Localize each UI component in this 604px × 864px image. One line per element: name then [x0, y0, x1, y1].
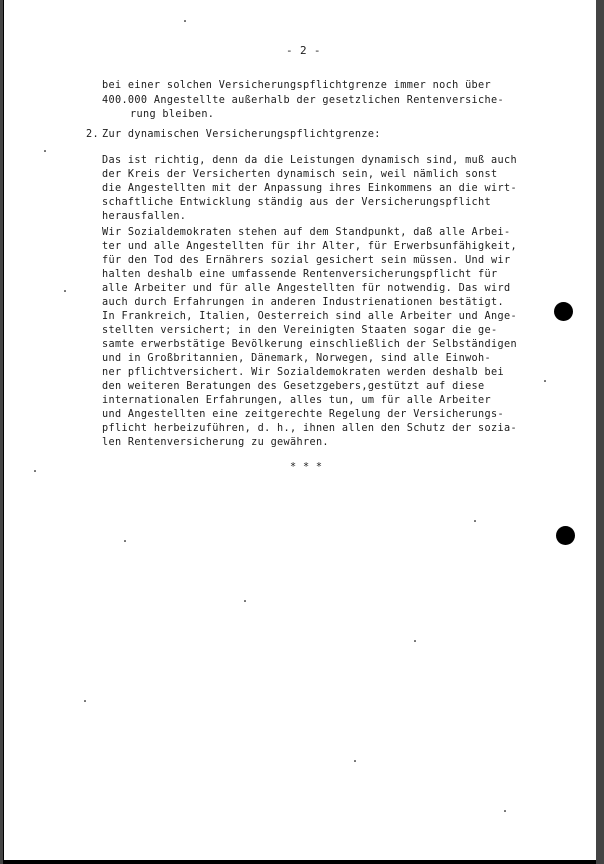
text-line: stellten versichert; in den Vereinigten Staaten sogar die ge- [102, 325, 498, 336]
text-line: ter und alle Angestellten für ihr Alter, für Erwerbsunfähigkeit, [102, 241, 517, 252]
text-line: der Kreis der Versicherten dynamisch sein, weil nämlich sonst [102, 169, 498, 180]
text-line: In Frankreich, Italien, Oesterreich sind alle Arbeiter und Ange- [102, 311, 517, 322]
text-line: und in Großbritannien, Dänemark, Norwegen, sind alle Einwoh- [102, 353, 492, 364]
text-line: pflicht herbeizuführen, d. h., ihnen allen den Schutz der sozia- [102, 423, 517, 434]
scan-speck [44, 150, 46, 152]
scan-speck [544, 380, 546, 382]
text-line: len Rentenversicherung zu gewähren. [102, 437, 329, 448]
text-line: und Angestellten eine zeitgerechte Regelung der Versicherungs- [102, 409, 504, 420]
text-line: bei einer solchen Versicherungspflichtgrenze immer noch über [102, 80, 492, 91]
scan-speck [244, 600, 246, 602]
scan-speck [184, 20, 186, 22]
scan-speck [414, 640, 416, 642]
section-heading-text: Zur dynamischen Versicherungspflichtgrenze: [102, 129, 381, 140]
text-line: schaftliche Entwicklung ständig aus der Versicherungspflicht [102, 197, 492, 208]
text-line: internationalen Erfahrungen, alles tun, um für alle Arbeiter [102, 395, 492, 406]
scan-speck [354, 760, 356, 762]
text-line: 400.000 Angestellte außerhalb der gesetzlichen Rentenversiche- [102, 95, 504, 106]
text-line: auch durch Erfahrungen in anderen Industrienationen bestätigt. [102, 297, 504, 308]
text-line: alle Arbeiter und für alle Angestellten für notwendig. Das wird [102, 283, 511, 294]
text-line: herausfallen. [102, 211, 187, 222]
left-scan-edge [0, 0, 3, 864]
text-line: Das ist richtig, denn da die Leistungen dynamisch sind, muß auch [102, 155, 517, 166]
document-page [4, 0, 596, 860]
punch-hole [556, 526, 575, 545]
page-number: - 2 - [286, 44, 321, 57]
section-number: 2. [86, 129, 99, 140]
punch-hole [554, 302, 573, 321]
section-separator: * * * [290, 462, 323, 473]
text-line: den weiteren Beratungen des Gesetzgebers,gestützt auf diese [102, 381, 485, 392]
text-line: ner pflichtversichert. Wir Sozialdemokraten werden deshalb bei [102, 367, 504, 378]
text-line: Wir Sozialdemokraten stehen auf dem Standpunkt, daß alle Arbei- [102, 227, 511, 238]
right-scan-edge [596, 0, 604, 864]
text-line: für den Tod des Ernährers sozial gesichert sein müssen. Und wir [102, 255, 511, 266]
text-line: samte erwerbstätige Bevölkerung einschließlich der Selbständigen [102, 339, 517, 350]
scan-speck [34, 470, 36, 472]
text-line: rung bleiben. [130, 109, 215, 120]
text-line: die Angestellten mit der Anpassung ihres Einkommens an die wirt- [102, 183, 517, 194]
scan-speck [84, 700, 86, 702]
scan-speck [124, 540, 126, 542]
text-line: halten deshalb eine umfassende Rentenversicherungspflicht für [102, 269, 498, 280]
scan-speck [504, 810, 506, 812]
scan-speck [474, 520, 476, 522]
scan-speck [64, 290, 66, 292]
